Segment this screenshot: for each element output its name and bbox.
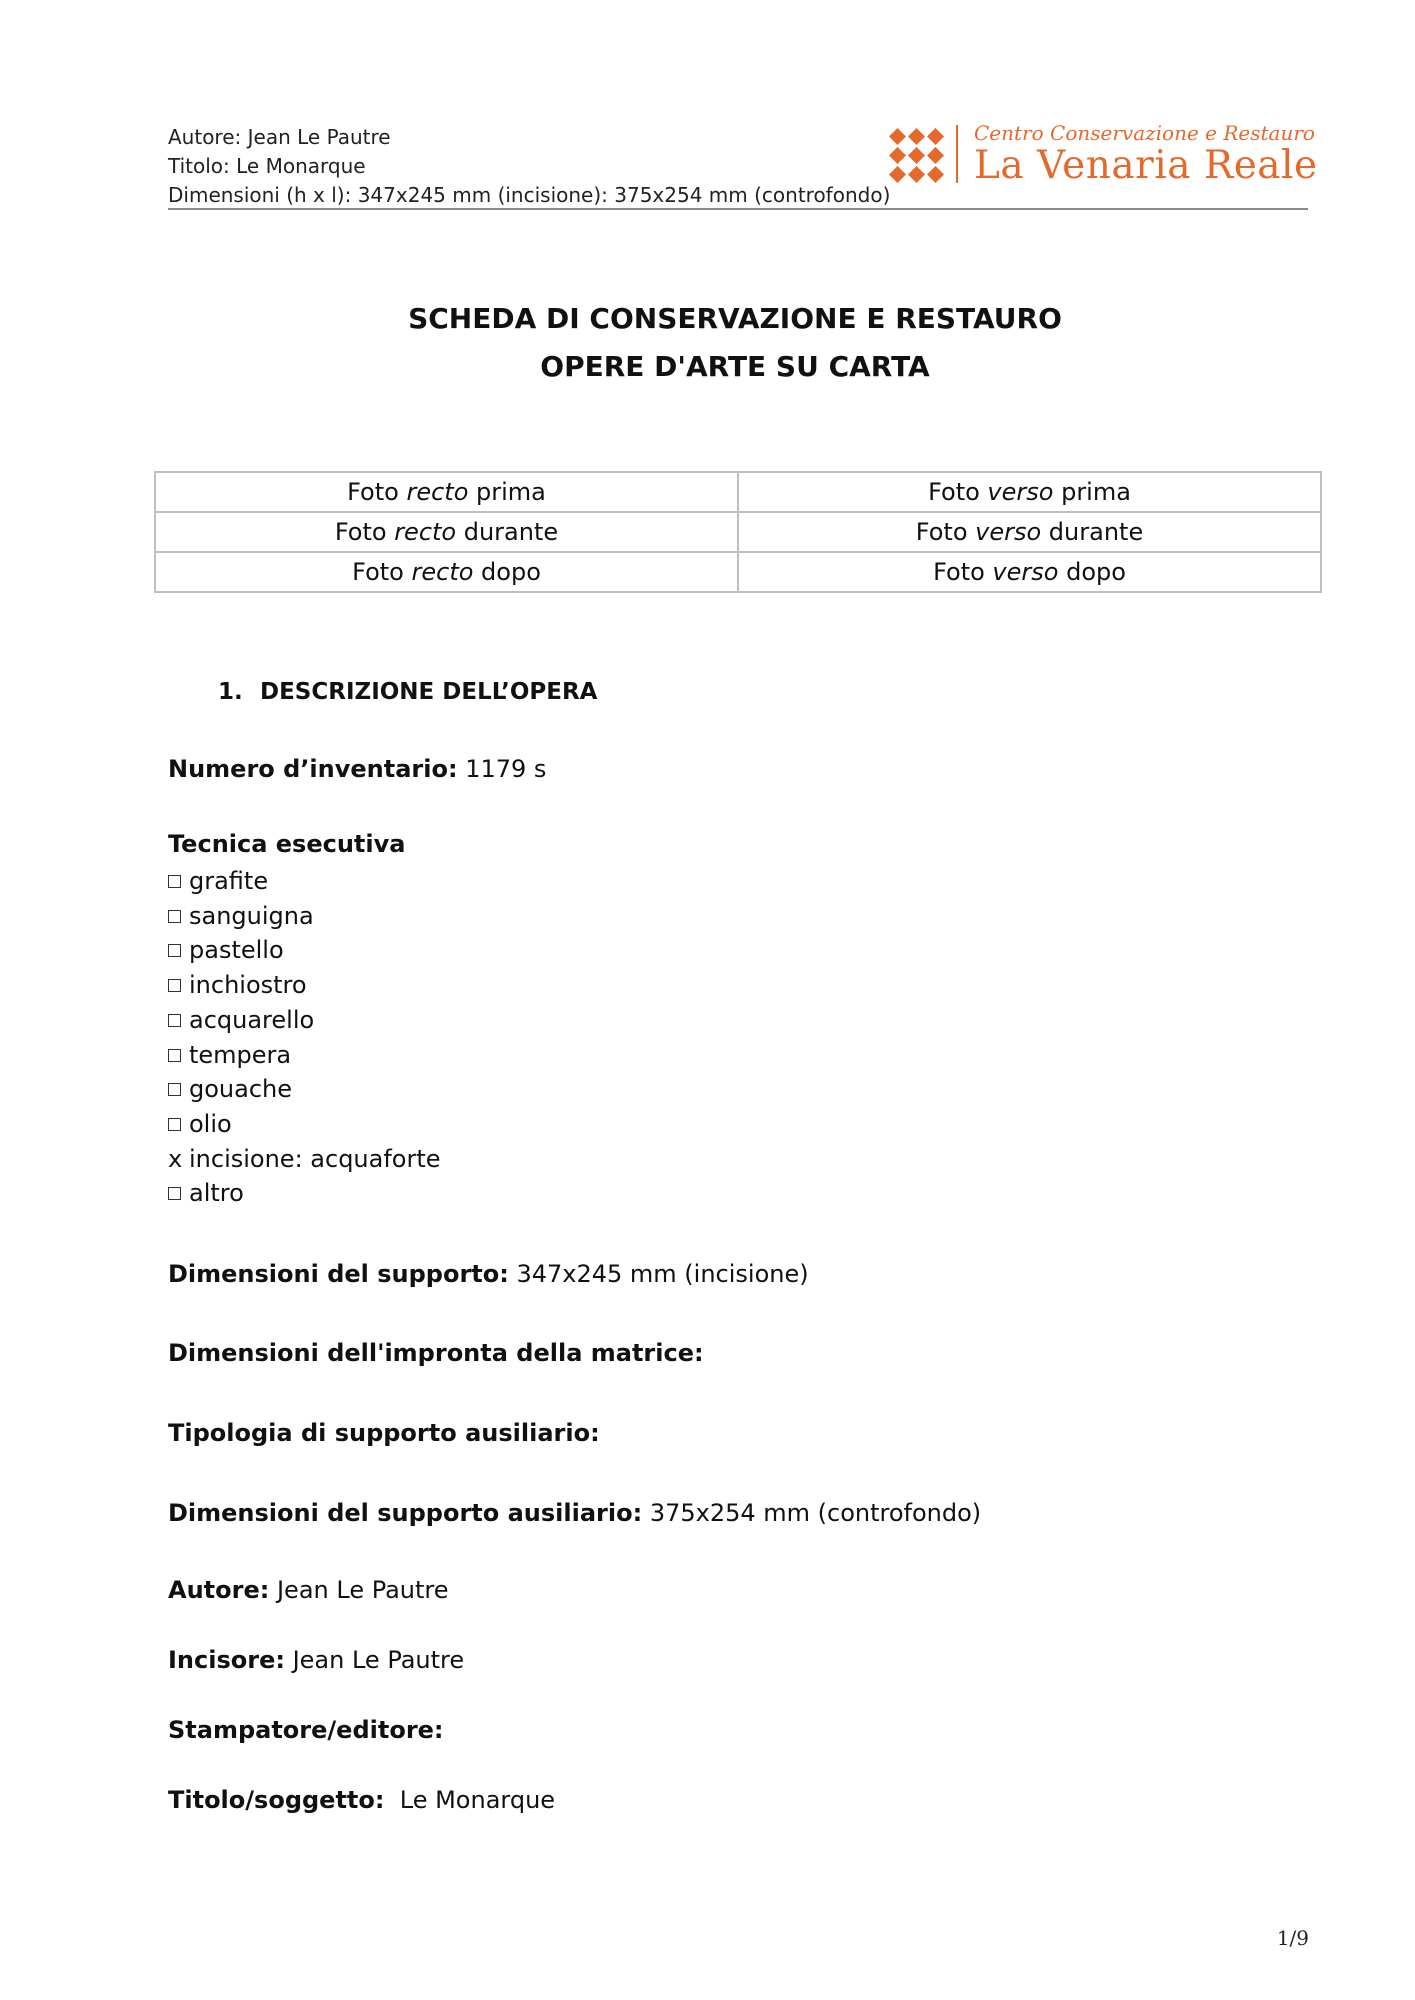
- diamond-grid-logo-icon: [888, 127, 944, 183]
- header-title: Titolo: Le Monarque: [168, 154, 366, 178]
- technique-item-label: tempera: [189, 1040, 292, 1069]
- technique-item: [168, 933, 441, 968]
- printer-label: Stampatore/editore:: [168, 1716, 444, 1744]
- technique-item-label: altro: [189, 1179, 244, 1208]
- technique-item: [168, 1176, 441, 1211]
- photo-cell-phase: dopo: [1058, 558, 1126, 586]
- logo-diamond: [927, 166, 944, 183]
- photo-cell-right: [738, 552, 1321, 592]
- matrix-dimensions-label: Dimensioni dell'impronta della matrice:: [168, 1339, 704, 1367]
- checkbox-icon: [168, 910, 181, 923]
- technique-list: [168, 864, 441, 1211]
- photo-cell-side: verso: [987, 478, 1054, 506]
- page-header: [168, 118, 1318, 210]
- technique-item: [168, 968, 441, 1003]
- checkbox-icon: [168, 1014, 181, 1027]
- subject-field: [168, 1784, 555, 1816]
- checked-mark-icon: x: [168, 1144, 183, 1173]
- header-dimensions: Dimensioni (h x l): 347x245 mm (incisione): 375x254 mm (controfondo): [168, 183, 891, 207]
- photo-cell-text: Foto: [334, 518, 395, 546]
- photo-cell-side: recto: [406, 478, 469, 506]
- photo-cell-text: Foto: [933, 558, 993, 586]
- photo-cell-side: verso: [975, 518, 1042, 546]
- photo-cell-right: [738, 472, 1321, 512]
- technique-label: Tecnica esecutiva: [168, 830, 406, 858]
- photo-cell-text: Foto: [915, 518, 976, 546]
- logo-diamond: [927, 147, 944, 164]
- technique-item: [168, 899, 441, 934]
- aux-support-dimensions-value: 375x254 mm (controfondo): [642, 1499, 982, 1527]
- subject-label: Titolo/soggetto:: [168, 1786, 385, 1814]
- photo-row: [155, 472, 1321, 512]
- aux-support-dimensions-field: [168, 1497, 981, 1529]
- checkbox-icon: [168, 944, 181, 957]
- inventory-value: 1179 s: [457, 755, 547, 783]
- checkbox-icon: [168, 1049, 181, 1062]
- photo-cell-text: Foto: [352, 558, 412, 586]
- photo-row: [155, 552, 1321, 592]
- technique-item-label: olio: [189, 1109, 232, 1138]
- logo-diamond: [889, 147, 906, 164]
- inventory-label: Numero d’inventario:: [168, 755, 458, 783]
- checkbox-icon: [168, 979, 181, 992]
- photo-cell-phase: prima: [1053, 478, 1131, 506]
- photo-cell-text: Foto: [347, 478, 407, 506]
- section-title: DESCRIZIONE DELL’OPERA: [260, 679, 598, 705]
- photo-cell-left: [155, 552, 738, 592]
- header-meta: [168, 123, 890, 210]
- technique-item-label: inchiostro: [189, 971, 307, 1000]
- document-title-line-1: SCHEDA DI CONSERVAZIONE E RESTAURO: [408, 302, 1062, 335]
- technique-item-label: acquarello: [189, 1005, 315, 1034]
- logo-name: La Venaria Reale: [974, 143, 1318, 188]
- inventory-field: [168, 753, 546, 785]
- photo-cell-phase: durante: [1041, 518, 1144, 546]
- logo-diamond: [889, 128, 906, 145]
- subject-value: Le Monarque: [384, 1786, 556, 1814]
- technique-item: [168, 1107, 441, 1142]
- author-field: [168, 1574, 449, 1606]
- photo-cell-left: [155, 512, 738, 552]
- photo-cell-side: recto: [411, 558, 474, 586]
- technique-item-label: pastello: [189, 936, 284, 965]
- checkbox-icon: [168, 1083, 181, 1096]
- logo-subtitle: Centro Conservazione e Restauro: [974, 121, 1315, 145]
- technique-item: [168, 1072, 441, 1107]
- venaria-logo: [888, 121, 1318, 188]
- photo-cell-right: [738, 512, 1321, 552]
- matrix-dimensions-field: [168, 1337, 704, 1369]
- technique-item: [168, 1142, 441, 1177]
- support-dimensions-label: Dimensioni del supporto:: [168, 1260, 509, 1288]
- photo-cell-text: Foto: [928, 478, 988, 506]
- logo-diamond: [908, 166, 925, 183]
- photo-cell-phase: durante: [456, 518, 559, 546]
- support-dimensions-field: [168, 1258, 809, 1290]
- technique-item-label: incisione: acquaforte: [189, 1144, 441, 1173]
- section-number: 1.: [218, 679, 243, 705]
- logo-divider: [956, 125, 958, 183]
- photo-row: [155, 512, 1321, 552]
- technique-item: [168, 1003, 441, 1038]
- engraver-value: Jean Le Pautre: [284, 1646, 465, 1674]
- author-label: Autore:: [168, 1576, 270, 1604]
- section-heading: [218, 679, 597, 705]
- page-number: 1/9: [1276, 1926, 1309, 1950]
- logo-diamond: [908, 128, 925, 145]
- printer-field: [168, 1714, 444, 1746]
- document-title-line-2: OPERE D'ARTE SU CARTA: [540, 350, 930, 383]
- aux-support-type-label: Tipologia di supporto ausiliario:: [168, 1419, 600, 1447]
- header-author: Autore: Jean Le Pautre: [168, 125, 391, 149]
- logo-diamond: [908, 147, 925, 164]
- aux-support-type-field: [168, 1417, 600, 1449]
- photo-table: [154, 471, 1322, 593]
- logo-text: [974, 121, 1318, 187]
- support-dimensions-value: 347x245 mm (incisione): [508, 1260, 809, 1288]
- technique-item: [168, 1038, 441, 1073]
- checkbox-icon: [168, 875, 181, 888]
- aux-support-dimensions-label: Dimensioni del supporto ausiliario:: [168, 1499, 643, 1527]
- photo-cell-side: recto: [394, 518, 457, 546]
- checkbox-icon: [168, 1187, 181, 1200]
- photo-cell-left: [155, 472, 738, 512]
- technique-item-label: grafite: [189, 867, 269, 895]
- engraver-field: [168, 1644, 464, 1676]
- engraver-label: Incisore:: [168, 1646, 285, 1674]
- technique-field: [168, 828, 405, 860]
- technique-item-label: gouache: [189, 1075, 293, 1104]
- logo-diamond: [889, 166, 906, 183]
- photo-cell-phase: dopo: [473, 558, 541, 586]
- photo-cell-side: verso: [992, 558, 1059, 586]
- checkbox-icon: [168, 1118, 181, 1131]
- photo-cell-phase: prima: [468, 478, 546, 506]
- author-value: Jean Le Pautre: [269, 1576, 449, 1604]
- document-title: [0, 295, 1415, 391]
- logo-diamond: [927, 128, 944, 145]
- technique-item: [168, 864, 441, 899]
- technique-item-label: sanguigna: [189, 901, 314, 930]
